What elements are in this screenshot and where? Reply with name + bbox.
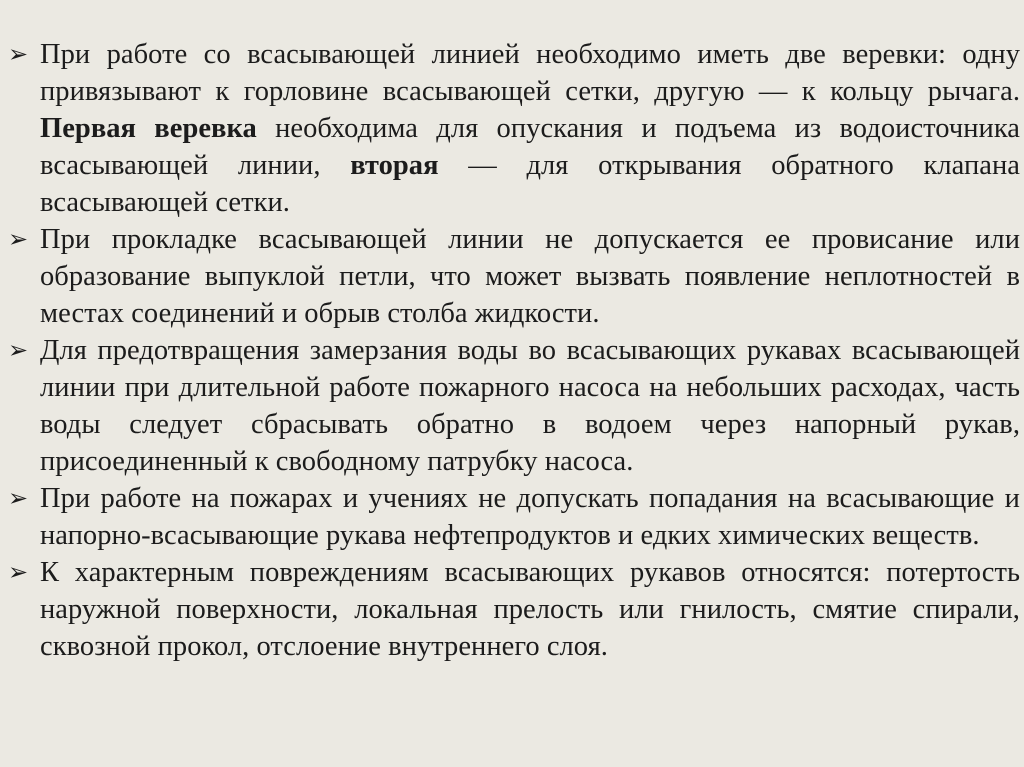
text-segment: При работе на пожарах и учениях не допускать попадания на всасывающие и напорно-всасывающие рукава нефтепродуктов и едких химических веществ.: [40, 483, 1020, 551]
bullet-text: [40, 554, 1020, 665]
text-segment: При работе со всасывающей линией необходимо иметь две веревки: одну привязывают к горловине всасывающей сетки, другую — к кольцу рычага.: [40, 39, 1020, 107]
arrow-bullet-icon: ➢: [8, 336, 29, 364]
bold-term-second: вторая: [350, 150, 439, 181]
bullet-item: [8, 554, 1020, 665]
text-segment: К характерным повреждениям всасывающих рукавов относятся: потертость наружной поверхности, локальная прелость или гнилость, смятие спирали, сквозной прокол, отслоение внутреннего слоя.: [40, 557, 1020, 662]
arrow-bullet-icon: ➢: [8, 484, 29, 512]
bullet-item: [8, 480, 1020, 554]
arrow-bullet-icon: ➢: [8, 225, 29, 253]
text-segment: При прокладке всасывающей линии не допускается ее провисание или образование выпуклой петли, что может вызвать появление неплотностей в местах соединений и обрыв столба жидкости.: [40, 224, 1020, 329]
arrow-bullet-icon: ➢: [8, 40, 29, 68]
bullet-text: [40, 36, 1020, 221]
bullet-item: [8, 332, 1020, 480]
bullet-list: [8, 36, 1020, 665]
bullet-item: [8, 221, 1020, 332]
text-segment: Для предотвращения замерзания воды во всасывающих рукавах всасывающей линии при длительной работе пожарного насоса на небольших расходах, часть воды следует сбрасывать обратно в водоем через напорный рукав, присоединенный к свободному патрубку насоса.: [40, 335, 1020, 477]
arrow-bullet-icon: ➢: [8, 558, 29, 586]
bold-term-first-rope: Первая веревка: [40, 113, 257, 144]
bullet-item: [8, 36, 1020, 221]
bullet-text: [40, 221, 1020, 332]
bullet-text: [40, 480, 1020, 554]
bullet-text: [40, 332, 1020, 480]
text-segment: необходима для опускания и подъема из водоисточника всасывающей линии,: [40, 113, 1020, 181]
text-segment: — для открывания обратного клапана всасывающей сетки.: [40, 150, 1020, 218]
